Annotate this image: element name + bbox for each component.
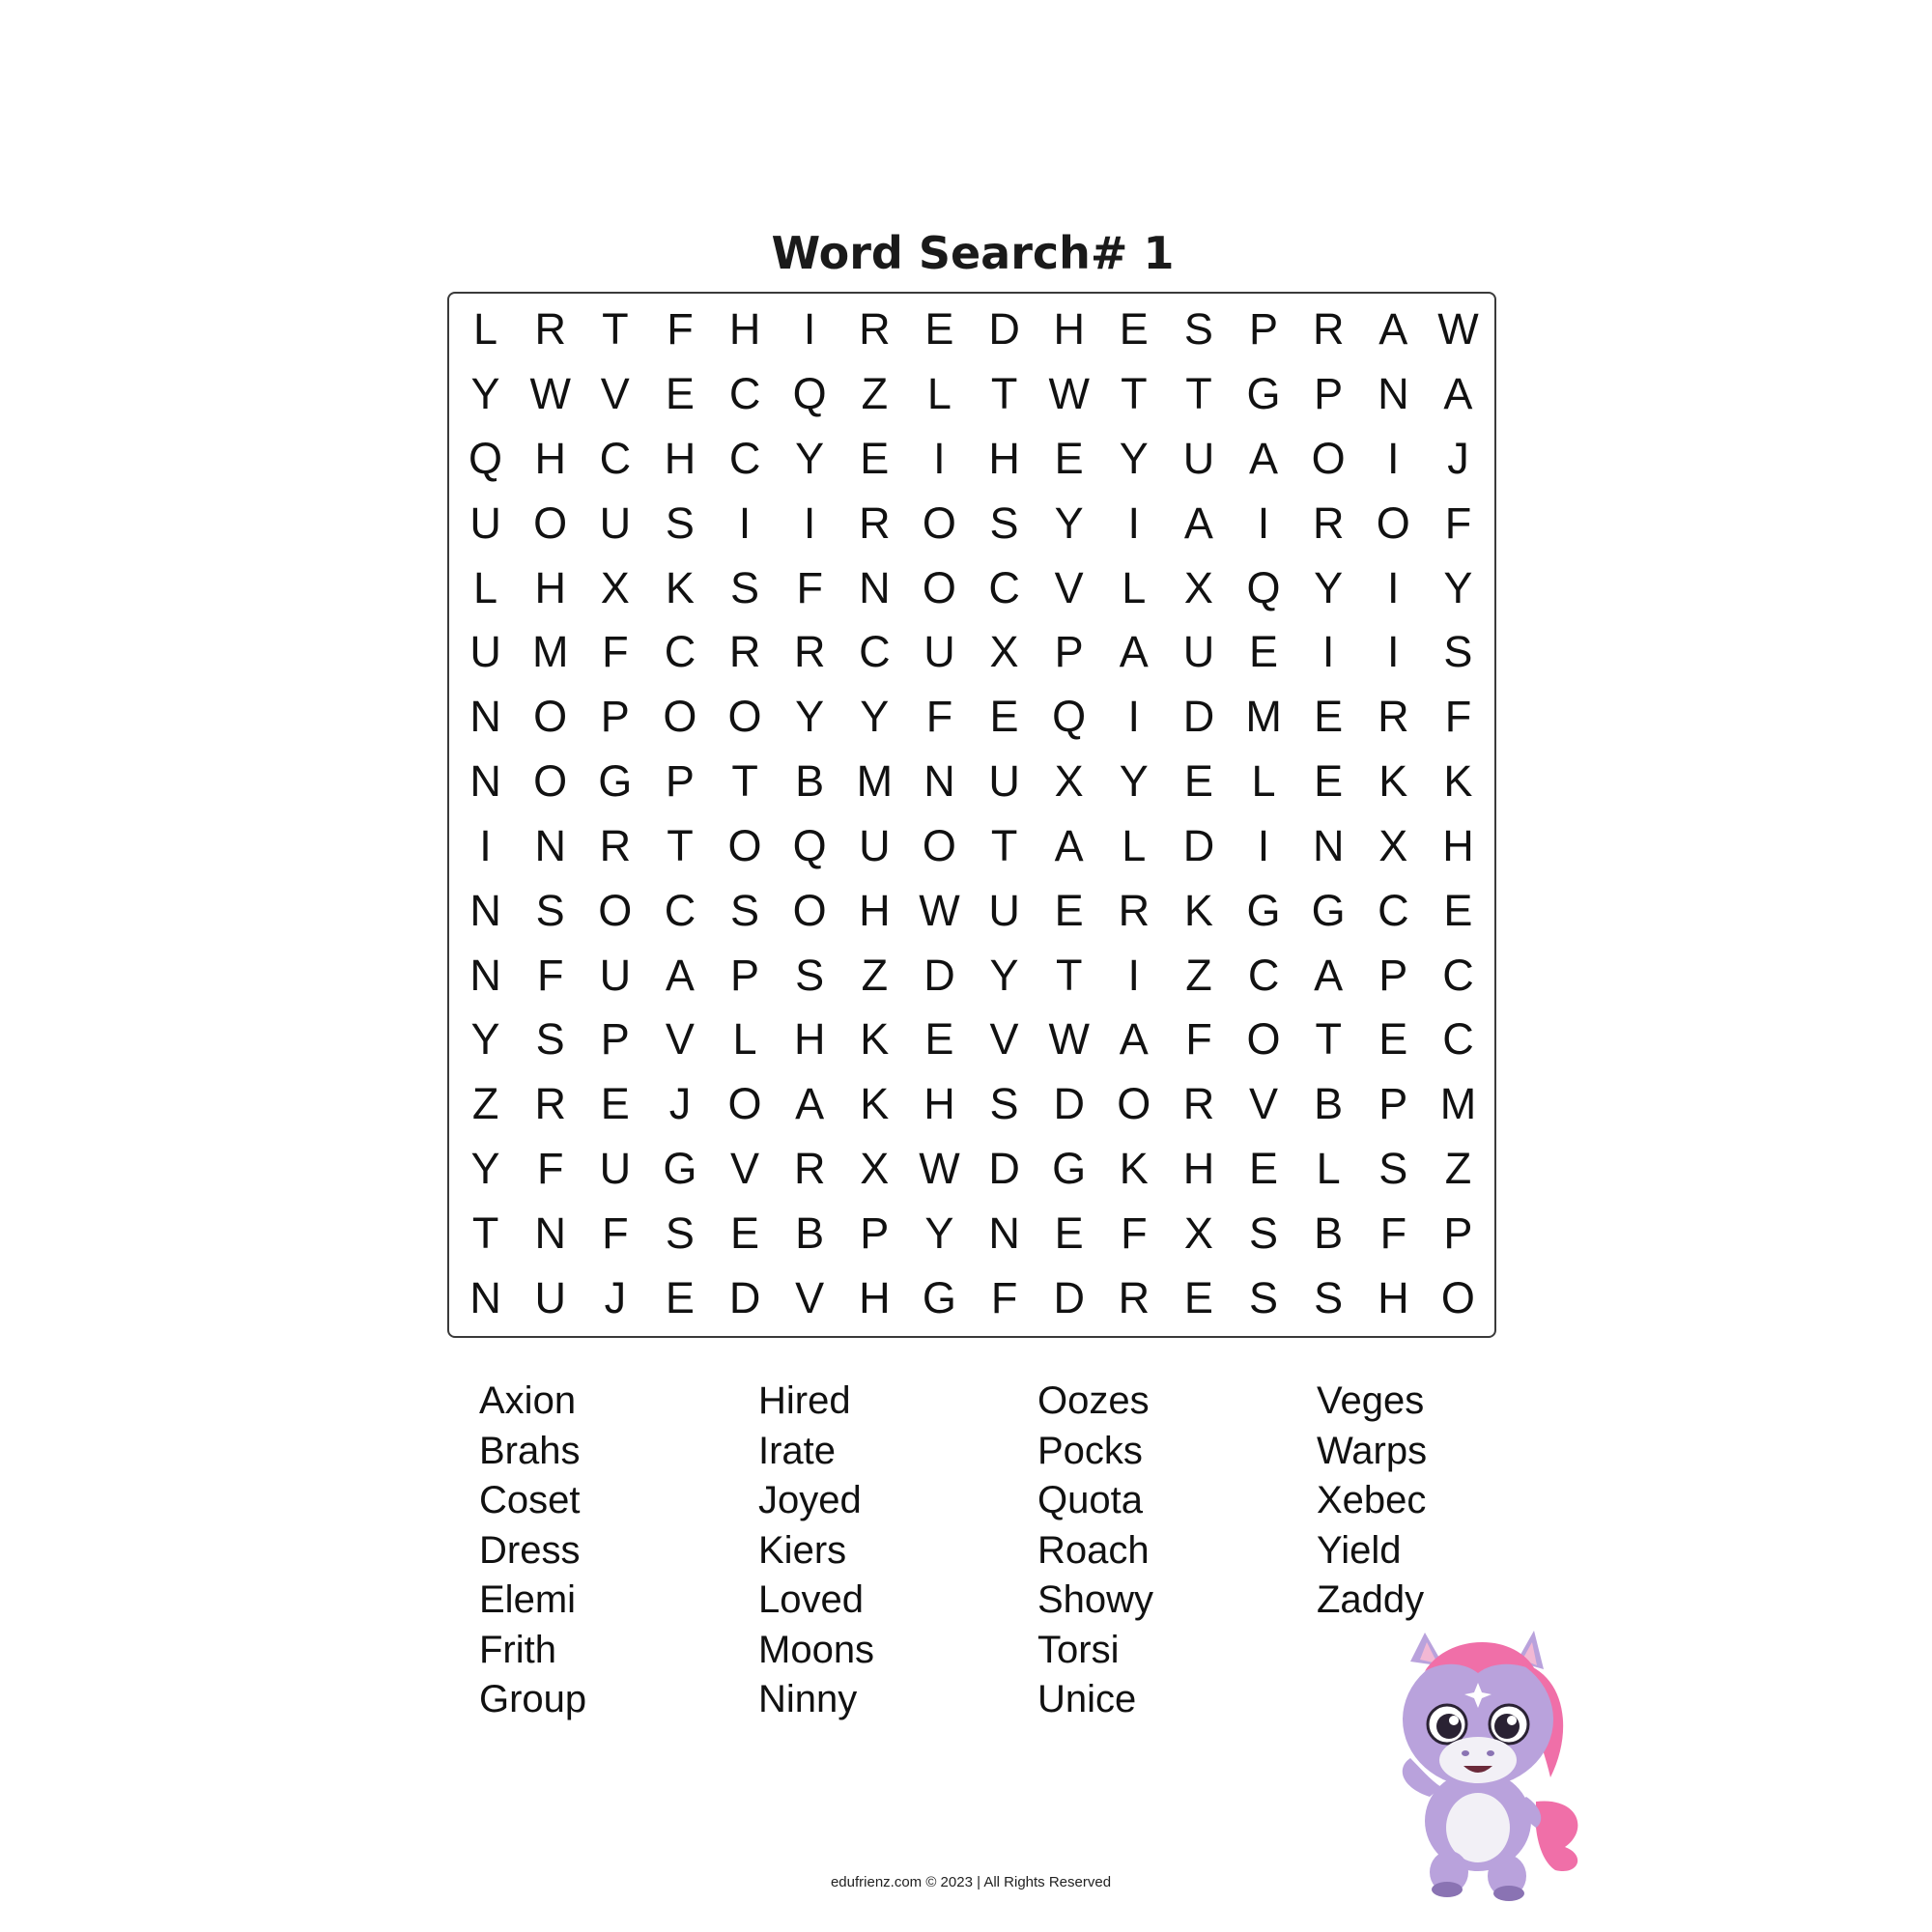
grid-letter: E xyxy=(1314,756,1344,807)
grid-letter: K xyxy=(1443,756,1473,807)
grid-letter: O xyxy=(1246,1014,1281,1065)
grid-letter: A xyxy=(1119,1014,1149,1065)
grid-letter: S xyxy=(730,562,760,612)
grid-letter: C xyxy=(728,434,761,484)
grid-letter: H xyxy=(728,304,761,355)
grid-letter: F xyxy=(1185,1014,1212,1065)
grid-letter: O xyxy=(1311,434,1346,484)
grid-letter: F xyxy=(536,1143,564,1193)
grid-letter: T xyxy=(1185,369,1212,419)
grid-letter: G xyxy=(1311,885,1346,935)
grid-letter: Y xyxy=(470,1143,500,1193)
grid-letter: G xyxy=(598,756,633,807)
grid-letter: A xyxy=(1054,820,1084,870)
grid-letter: Q xyxy=(1052,692,1087,742)
grid-letter: M xyxy=(856,756,894,807)
grid-letter: N xyxy=(1312,820,1345,870)
grid-letter: E xyxy=(1054,1208,1084,1258)
grid-letter: Z xyxy=(1444,1143,1472,1193)
grid-letter: R xyxy=(728,627,761,677)
grid-letter: T xyxy=(1315,1014,1342,1065)
grid-letter: Y xyxy=(860,692,890,742)
grid-letter: I xyxy=(1127,950,1141,1000)
grid-letter: N xyxy=(534,820,566,870)
grid-letter: D xyxy=(988,1143,1020,1193)
grid-letter: O xyxy=(533,497,568,548)
grid-letter: U xyxy=(923,627,955,677)
word-list-item: Pocks xyxy=(1037,1429,1143,1472)
grid-letter: I xyxy=(1257,820,1270,870)
grid-letter: C xyxy=(1247,950,1280,1000)
grid-letter: E xyxy=(665,1272,695,1322)
grid-letter: R xyxy=(793,627,826,677)
grid-letter: C xyxy=(599,434,632,484)
grid-letter: U xyxy=(859,820,891,870)
grid-letter: M xyxy=(1439,1079,1477,1129)
grid-letter: I xyxy=(1257,497,1270,548)
word-list-item: Zaddy xyxy=(1317,1578,1425,1621)
grid-letter: T xyxy=(1055,950,1083,1000)
grid-letter: C xyxy=(664,627,696,677)
grid-letter: N xyxy=(469,885,501,935)
grid-letter: I xyxy=(1321,627,1335,677)
grid-letter: S xyxy=(989,1079,1019,1129)
grid-letter: R xyxy=(1312,304,1345,355)
grid-letter: I xyxy=(479,820,492,870)
grid-letter: B xyxy=(795,756,825,807)
grid-letter: J xyxy=(1447,434,1469,484)
grid-letter: D xyxy=(1053,1079,1085,1129)
grid-letter: Q xyxy=(1246,562,1281,612)
grid-letter: Q xyxy=(792,820,827,870)
grid-letter: I xyxy=(803,497,816,548)
grid-letter: F xyxy=(536,950,564,1000)
grid-letter: D xyxy=(1053,1272,1085,1322)
grid-letter: K xyxy=(1378,756,1408,807)
grid-letter: K xyxy=(860,1014,890,1065)
grid-letter: O xyxy=(533,692,568,742)
grid-letter: H xyxy=(1442,820,1474,870)
grid-letter: U xyxy=(988,756,1020,807)
grid-letter: S xyxy=(535,885,565,935)
grid-letter: H xyxy=(988,434,1020,484)
grid-letter: E xyxy=(1183,756,1213,807)
grid-letter: L xyxy=(473,562,498,612)
grid-letter: M xyxy=(531,627,569,677)
grid-letter: H xyxy=(664,434,696,484)
grid-letter: I xyxy=(1127,692,1141,742)
grid-letter: E xyxy=(730,1208,760,1258)
grid-letter: E xyxy=(1183,1272,1213,1322)
grid-letter: U xyxy=(534,1272,566,1322)
word-list-item: Kiers xyxy=(758,1528,847,1572)
grid-letter: R xyxy=(1118,885,1151,935)
grid-letter: F xyxy=(990,1272,1018,1322)
letter-grid-frame xyxy=(447,292,1496,1338)
grid-letter: I xyxy=(738,497,752,548)
grid-letter: C xyxy=(988,562,1020,612)
grid-letter: P xyxy=(665,756,695,807)
grid-letter: L xyxy=(1251,756,1276,807)
word-list-item: Loved xyxy=(758,1578,864,1621)
grid-letter: A xyxy=(1314,950,1344,1000)
grid-letter: N xyxy=(988,1208,1020,1258)
grid-letter: H xyxy=(1182,1143,1215,1193)
grid-letter: E xyxy=(924,1014,954,1065)
word-list-item: Yield xyxy=(1317,1528,1402,1572)
grid-letter: E xyxy=(1119,304,1149,355)
word-list-item: Elemi xyxy=(479,1578,577,1621)
word-column xyxy=(479,1377,758,1725)
grid-letter: S xyxy=(1249,1272,1279,1322)
grid-letter: K xyxy=(665,562,695,612)
word-list-item: Roach xyxy=(1037,1528,1150,1572)
grid-letter: Y xyxy=(795,434,825,484)
grid-letter: R xyxy=(859,497,891,548)
grid-letter: S xyxy=(1183,304,1213,355)
grid-letter: E xyxy=(1378,1014,1408,1065)
grid-letter: C xyxy=(1442,1014,1474,1065)
grid-letter: R xyxy=(534,304,566,355)
grid-letter: V xyxy=(989,1014,1019,1065)
grid-letter: V xyxy=(600,369,630,419)
word-list-item: Hired xyxy=(758,1379,851,1422)
grid-letter: U xyxy=(469,497,501,548)
grid-letter: F xyxy=(1444,692,1472,742)
grid-letter: N xyxy=(469,692,501,742)
grid-letter: I xyxy=(803,304,816,355)
grid-letter: K xyxy=(1119,1143,1149,1193)
grid-letter: E xyxy=(1249,1143,1279,1193)
grid-letter: E xyxy=(924,304,954,355)
grid-letter: V xyxy=(1054,562,1084,612)
grid-letter: T xyxy=(667,820,694,870)
grid-letter: F xyxy=(602,627,629,677)
grid-letter: X xyxy=(1183,1208,1213,1258)
grid-letter: P xyxy=(1378,1079,1408,1129)
grid-letter: O xyxy=(533,756,568,807)
grid-letter: O xyxy=(727,1079,762,1129)
grid-letter: P xyxy=(600,1014,630,1065)
grid-letter: Y xyxy=(470,369,500,419)
grid-letter: U xyxy=(1182,627,1215,677)
grid-letter: P xyxy=(600,692,630,742)
grid-letter: V xyxy=(1249,1079,1279,1129)
grid-letter: Y xyxy=(989,950,1019,1000)
grid-letter: O xyxy=(792,885,827,935)
grid-letter: A xyxy=(1443,369,1473,419)
grid-letter: R xyxy=(1182,1079,1215,1129)
grid-letter: R xyxy=(534,1079,566,1129)
grid-letter: F xyxy=(1121,1208,1148,1258)
grid-letter: I xyxy=(1387,434,1400,484)
grid-letter: W xyxy=(1048,1014,1090,1065)
grid-letter: R xyxy=(1378,692,1409,742)
grid-letter: Z xyxy=(471,1079,499,1129)
grid-letter: W xyxy=(919,1143,960,1193)
grid-letter: I xyxy=(933,434,946,484)
grid-letter: O xyxy=(598,885,633,935)
grid-letter: A xyxy=(1378,304,1408,355)
grid-letter: E xyxy=(1314,692,1344,742)
grid-letter: I xyxy=(1127,497,1141,548)
grid-letter: F xyxy=(1379,1208,1407,1258)
grid-letter: T xyxy=(602,304,629,355)
footer-copyright: edufrienz.com © 2023 | All Rights Reserved xyxy=(830,1874,1112,1890)
grid-letter: J xyxy=(604,1272,627,1322)
grid-letter: L xyxy=(1122,562,1147,612)
unicorn-mascot-icon xyxy=(1372,1623,1594,1903)
grid-letter: W xyxy=(529,369,571,419)
word-list-item: Warps xyxy=(1317,1429,1428,1472)
grid-letter: C xyxy=(1442,950,1474,1000)
grid-letter: X xyxy=(600,562,630,612)
grid-letter: B xyxy=(1314,1208,1344,1258)
grid-letter: G xyxy=(663,1143,697,1193)
grid-letter: E xyxy=(1249,627,1279,677)
grid-letter: O xyxy=(922,497,956,548)
grid-letter: U xyxy=(599,1143,632,1193)
grid-letter: O xyxy=(1440,1272,1475,1322)
grid-letter: N xyxy=(469,1272,501,1322)
grid-letter: G xyxy=(1246,369,1281,419)
grid-letter: T xyxy=(990,820,1018,870)
grid-letter: L xyxy=(732,1014,757,1065)
grid-letter: T xyxy=(990,369,1018,419)
grid-letter: E xyxy=(600,1079,630,1129)
grid-letter: S xyxy=(1314,1272,1344,1322)
grid-letter: Z xyxy=(861,369,889,419)
grid-letter: C xyxy=(664,885,696,935)
grid-letter: N xyxy=(469,950,501,1000)
grid-letter: S xyxy=(989,497,1019,548)
grid-letter: O xyxy=(663,692,697,742)
grid-letter: P xyxy=(730,950,760,1000)
grid-letter: S xyxy=(795,950,825,1000)
grid-letter: G xyxy=(1052,1143,1087,1193)
grid-letter: O xyxy=(922,562,956,612)
grid-letter: C xyxy=(728,369,761,419)
grid-letter: I xyxy=(1387,562,1400,612)
grid-letter: A xyxy=(665,950,695,1000)
grid-letter: V xyxy=(665,1014,695,1065)
grid-letter: Q xyxy=(792,369,827,419)
grid-letter: B xyxy=(795,1208,825,1258)
grid-letter: S xyxy=(1249,1208,1279,1258)
grid-letter: J xyxy=(668,1079,692,1129)
grid-letter: Y xyxy=(1119,756,1149,807)
page-title: Word Search# 1 xyxy=(771,227,1175,279)
grid-letter: L xyxy=(473,304,498,355)
grid-letter: P xyxy=(1314,369,1344,419)
grid-letter: N xyxy=(859,562,891,612)
grid-letter: X xyxy=(1378,820,1408,870)
grid-letter: H xyxy=(534,562,566,612)
grid-letter: L xyxy=(926,369,952,419)
grid-letter: D xyxy=(1182,692,1215,742)
grid-letter: R xyxy=(599,820,632,870)
grid-letter: N xyxy=(534,1208,566,1258)
grid-letter: E xyxy=(1443,885,1473,935)
grid-letter: H xyxy=(859,1272,891,1322)
grid-letter: T xyxy=(731,756,758,807)
grid-letter: R xyxy=(793,1143,826,1193)
grid-letter: E xyxy=(1054,885,1084,935)
grid-letter: F xyxy=(925,692,953,742)
grid-letter: Y xyxy=(1314,562,1344,612)
grid-letter: A xyxy=(1183,497,1213,548)
grid-letter: N xyxy=(923,756,955,807)
grid-letter: W xyxy=(919,885,960,935)
grid-letter: Y xyxy=(1054,497,1084,548)
grid-letter: V xyxy=(730,1143,760,1193)
grid-letter: U xyxy=(599,497,632,548)
grid-letter: D xyxy=(988,304,1020,355)
grid-letter: S xyxy=(665,1208,695,1258)
grid-letter: P xyxy=(1443,1208,1473,1258)
grid-letter: U xyxy=(599,950,632,1000)
word-list-item: Ninny xyxy=(758,1678,858,1720)
grid-letter: Y xyxy=(470,1014,500,1065)
grid-letter: L xyxy=(1316,1143,1341,1193)
grid-letter: H xyxy=(1378,1272,1409,1322)
grid-letter: A xyxy=(795,1079,825,1129)
grid-letter: I xyxy=(1387,627,1400,677)
grid-letter: O xyxy=(922,820,956,870)
grid-letter: B xyxy=(1314,1079,1344,1129)
grid-letter: D xyxy=(923,950,955,1000)
grid-letter: W xyxy=(1437,304,1479,355)
grid-letter: E xyxy=(860,434,890,484)
word-list-item: Irate xyxy=(758,1429,837,1472)
grid-letter: P xyxy=(1378,950,1408,1000)
letter-grid xyxy=(449,294,1494,1336)
grid-letter: O xyxy=(727,692,762,742)
word-list-item: Quota xyxy=(1037,1479,1143,1521)
word-list-item: Torsi xyxy=(1037,1628,1120,1671)
grid-letter: G xyxy=(1246,885,1281,935)
word-list-item: Group xyxy=(479,1678,587,1720)
grid-letter: G xyxy=(922,1272,956,1322)
grid-letter: Y xyxy=(1119,434,1149,484)
grid-letter: O xyxy=(727,820,762,870)
grid-letter: E xyxy=(1054,434,1084,484)
grid-letter: V xyxy=(795,1272,825,1322)
word-list-item: Frith xyxy=(479,1628,556,1671)
grid-letter: Q xyxy=(469,434,503,484)
grid-letter: F xyxy=(602,1208,629,1258)
grid-letter: P xyxy=(860,1208,890,1258)
word-list-item: Xebec xyxy=(1317,1479,1427,1521)
grid-letter: S xyxy=(1378,1143,1408,1193)
word-column xyxy=(758,1377,1037,1725)
grid-letter: H xyxy=(923,1079,955,1129)
grid-letter: P xyxy=(1249,304,1279,355)
grid-letter: H xyxy=(534,434,566,484)
grid-letter: O xyxy=(1376,497,1410,548)
grid-letter: L xyxy=(1122,820,1147,870)
grid-letter: X xyxy=(1054,756,1084,807)
grid-letter: F xyxy=(796,562,823,612)
word-list-item: Unice xyxy=(1037,1678,1137,1720)
grid-letter: U xyxy=(469,627,501,677)
grid-letter: A xyxy=(1249,434,1279,484)
grid-letter: W xyxy=(1048,369,1090,419)
grid-letter: R xyxy=(1312,497,1345,548)
grid-letter: C xyxy=(1378,885,1409,935)
word-list-item: Oozes xyxy=(1037,1379,1150,1422)
grid-letter: H xyxy=(793,1014,826,1065)
grid-letter: E xyxy=(665,369,695,419)
grid-letter: Y xyxy=(795,692,825,742)
grid-letter: Z xyxy=(1185,950,1212,1000)
word-list-item: Dress xyxy=(479,1528,581,1572)
word-list-item: Showy xyxy=(1037,1578,1154,1621)
grid-letter: S xyxy=(665,497,695,548)
grid-letter: K xyxy=(860,1079,890,1129)
grid-letter: D xyxy=(1182,820,1215,870)
grid-letter: R xyxy=(859,304,891,355)
grid-letter: F xyxy=(1444,497,1472,548)
grid-letter: S xyxy=(535,1014,565,1065)
grid-letter: A xyxy=(1119,627,1149,677)
grid-letter: U xyxy=(988,885,1020,935)
word-column xyxy=(1037,1377,1317,1725)
grid-letter: S xyxy=(1443,627,1473,677)
grid-letter: Y xyxy=(1443,562,1473,612)
grid-letter: P xyxy=(1054,627,1084,677)
grid-letter: H xyxy=(859,885,891,935)
grid-letter: E xyxy=(989,692,1019,742)
grid-letter: X xyxy=(989,627,1019,677)
grid-letter: Z xyxy=(861,950,889,1000)
grid-letter: O xyxy=(1117,1079,1151,1129)
grid-letter: X xyxy=(1183,562,1213,612)
grid-letter: T xyxy=(471,1208,499,1258)
grid-letter: K xyxy=(1183,885,1213,935)
word-list-item: Coset xyxy=(479,1479,581,1521)
grid-letter: X xyxy=(860,1143,890,1193)
grid-letter: H xyxy=(1053,304,1085,355)
grid-letter: U xyxy=(1182,434,1215,484)
grid-letter: F xyxy=(667,304,694,355)
grid-letter: N xyxy=(1378,369,1409,419)
word-list-item: Moons xyxy=(758,1628,875,1671)
grid-letter: S xyxy=(730,885,760,935)
grid-letter: R xyxy=(1118,1272,1151,1322)
grid-letter: M xyxy=(1245,692,1282,742)
grid-letter: Y xyxy=(924,1208,954,1258)
grid-letter: C xyxy=(859,627,891,677)
word-list-item: Joyed xyxy=(758,1479,862,1521)
word-list-item: Axion xyxy=(479,1379,577,1422)
word-list-item: Veges xyxy=(1317,1379,1425,1422)
word-list-item: Brahs xyxy=(479,1429,581,1472)
grid-letter: D xyxy=(728,1272,761,1322)
grid-letter: T xyxy=(1121,369,1148,419)
grid-letter: N xyxy=(469,756,501,807)
